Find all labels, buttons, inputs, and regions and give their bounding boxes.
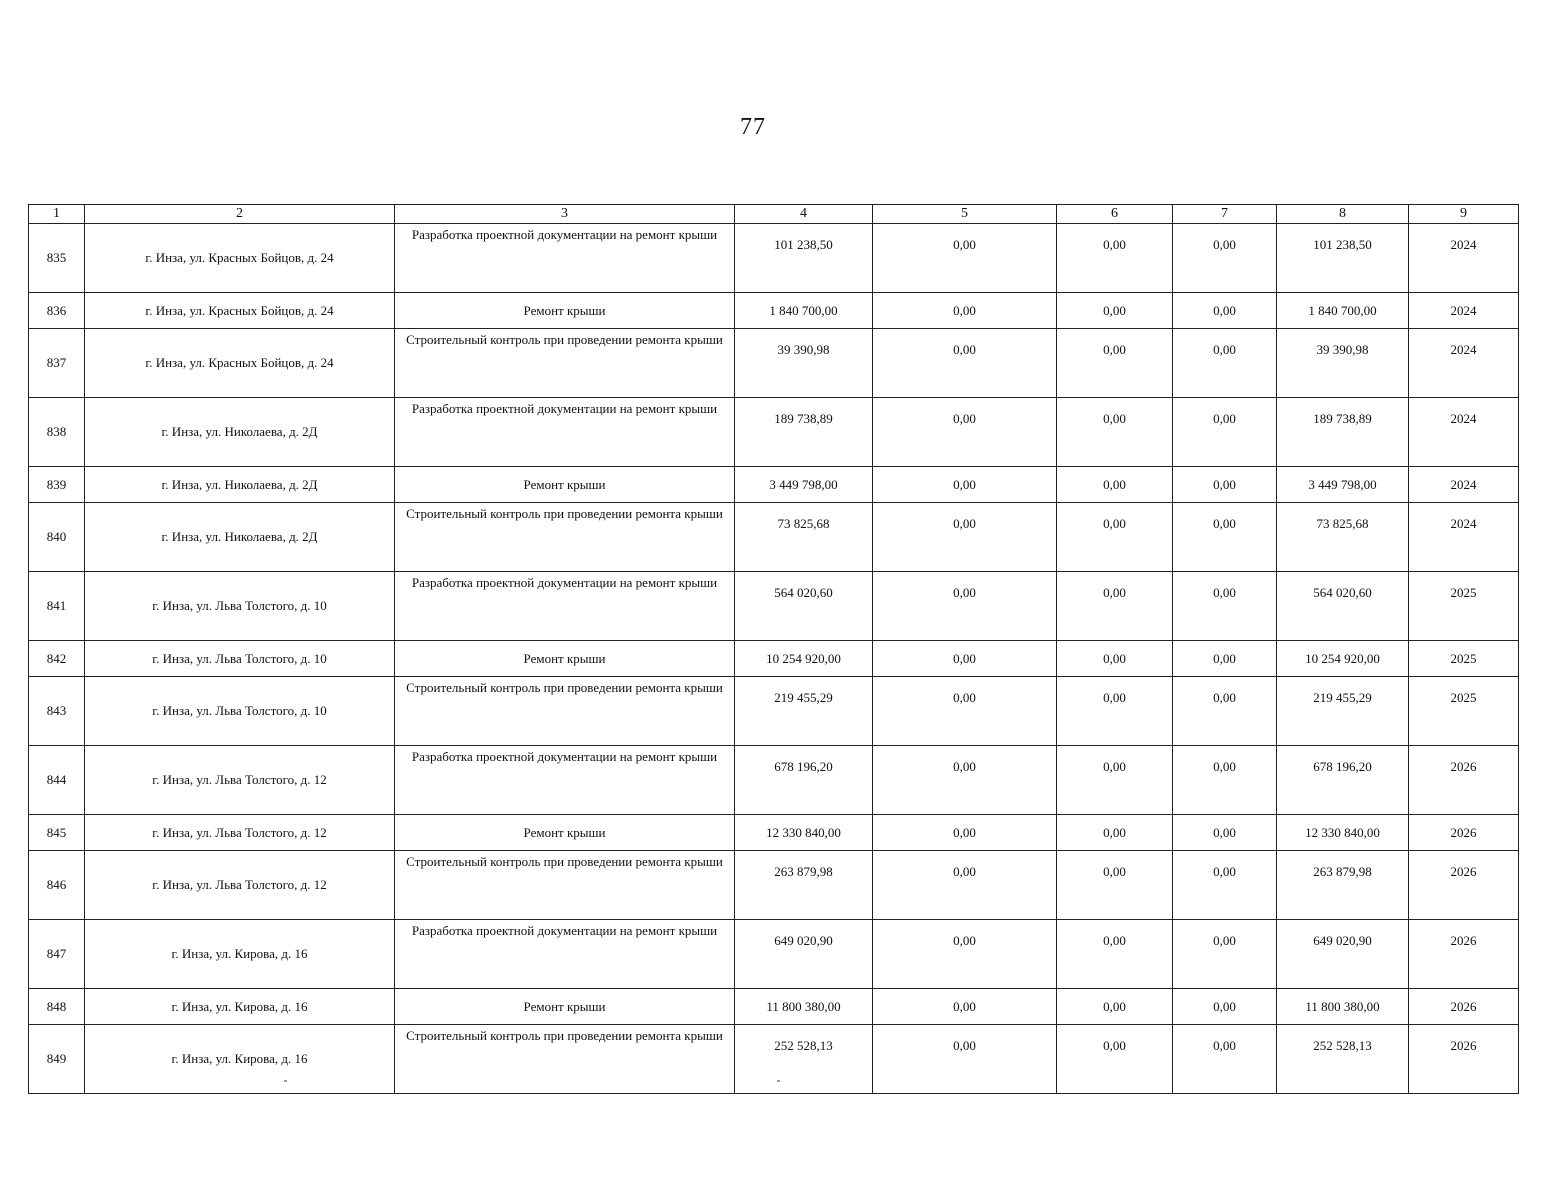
table-row xyxy=(29,329,1519,398)
row-address: г. Инза, ул. Красных Бойцов, д. 24 xyxy=(85,293,395,329)
row-work-type: Строительный контроль при проведении ремонта крыши xyxy=(395,1025,735,1094)
row-col-4: 12 330 840,00 xyxy=(735,815,873,851)
row-col-7: 0,00 xyxy=(1173,572,1277,641)
table-row xyxy=(29,815,1519,851)
repair-register-table xyxy=(28,204,1519,1094)
row-number: 848 xyxy=(29,989,85,1025)
row-work-type: Строительный контроль при проведении ремонта крыши xyxy=(395,677,735,746)
row-col-6: 0,00 xyxy=(1057,815,1173,851)
row-work-type: Разработка проектной документации на ремонт крыши xyxy=(395,572,735,641)
row-col-5: 0,00 xyxy=(873,467,1057,503)
row-col-8: 10 254 920,00 xyxy=(1277,641,1409,677)
row-address: г. Инза, ул. Льва Толстого, д. 12 xyxy=(85,851,395,920)
row-address: г. Инза, ул. Кирова, д. 16 xyxy=(85,920,395,989)
row-col-5: 0,00 xyxy=(873,1025,1057,1094)
row-col-4: 564 020,60 xyxy=(735,572,873,641)
row-col-4: 189 738,89 xyxy=(735,398,873,467)
row-year: 2026 xyxy=(1409,989,1519,1025)
row-col-7: 0,00 xyxy=(1173,293,1277,329)
row-address: г. Инза, ул. Красных Бойцов, д. 24 xyxy=(85,224,395,293)
row-col-6: 0,00 xyxy=(1057,503,1173,572)
row-year: 2024 xyxy=(1409,293,1519,329)
row-work-type: Разработка проектной документации на ремонт крыши xyxy=(395,746,735,815)
row-number: 841 xyxy=(29,572,85,641)
row-col-8: 73 825,68 xyxy=(1277,503,1409,572)
row-work-type: Ремонт крыши xyxy=(395,989,735,1025)
row-number: 844 xyxy=(29,746,85,815)
row-year: 2026 xyxy=(1409,746,1519,815)
row-address: г. Инза, ул. Красных Бойцов, д. 24 xyxy=(85,329,395,398)
row-col-8: 3 449 798,00 xyxy=(1277,467,1409,503)
row-col-4: 678 196,20 xyxy=(735,746,873,815)
row-number: 837 xyxy=(29,329,85,398)
row-col-4: 11 800 380,00 xyxy=(735,989,873,1025)
table-row xyxy=(29,641,1519,677)
row-col-4: 1 840 700,00 xyxy=(735,293,873,329)
row-year: 2026 xyxy=(1409,815,1519,851)
row-work-type: Разработка проектной документации на ремонт крыши xyxy=(395,398,735,467)
row-col-8: 219 455,29 xyxy=(1277,677,1409,746)
header-col-5: 5 xyxy=(873,205,1057,224)
row-number: 846 xyxy=(29,851,85,920)
row-col-6: 0,00 xyxy=(1057,467,1173,503)
row-work-type: Разработка проектной документации на ремонт крыши xyxy=(395,920,735,989)
row-col-7: 0,00 xyxy=(1173,641,1277,677)
row-number: 836 xyxy=(29,293,85,329)
row-col-5: 0,00 xyxy=(873,677,1057,746)
row-col-6: 0,00 xyxy=(1057,989,1173,1025)
table-header xyxy=(29,205,1519,224)
row-number: 849 xyxy=(29,1025,85,1094)
row-col-7: 0,00 xyxy=(1173,1025,1277,1094)
row-col-5: 0,00 xyxy=(873,329,1057,398)
table-row xyxy=(29,851,1519,920)
row-col-7: 0,00 xyxy=(1173,851,1277,920)
row-year: 2026 xyxy=(1409,920,1519,989)
row-col-6: 0,00 xyxy=(1057,398,1173,467)
row-address: г. Инза, ул. Льва Толстого, д. 10 xyxy=(85,641,395,677)
table-row xyxy=(29,293,1519,329)
row-address: г. Инза, ул. Льва Толстого, д. 10 xyxy=(85,677,395,746)
row-work-type: Ремонт крыши xyxy=(395,815,735,851)
scan-speck xyxy=(284,1080,287,1082)
row-number: 842 xyxy=(29,641,85,677)
row-col-4: 649 020,90 xyxy=(735,920,873,989)
row-col-7: 0,00 xyxy=(1173,224,1277,293)
header-col-7: 7 xyxy=(1173,205,1277,224)
row-address: г. Инза, ул. Николаева, д. 2Д xyxy=(85,398,395,467)
row-col-6: 0,00 xyxy=(1057,920,1173,989)
row-col-6: 0,00 xyxy=(1057,293,1173,329)
header-col-8: 8 xyxy=(1277,205,1409,224)
table-row xyxy=(29,1025,1519,1094)
header-row xyxy=(29,205,1519,224)
row-col-8: 101 238,50 xyxy=(1277,224,1409,293)
row-col-5: 0,00 xyxy=(873,989,1057,1025)
row-col-5: 0,00 xyxy=(873,815,1057,851)
row-number: 847 xyxy=(29,920,85,989)
row-col-8: 678 196,20 xyxy=(1277,746,1409,815)
row-number: 838 xyxy=(29,398,85,467)
row-address: г. Инза, ул. Николаева, д. 2Д xyxy=(85,467,395,503)
row-col-7: 0,00 xyxy=(1173,467,1277,503)
row-col-4: 252 528,13 xyxy=(735,1025,873,1094)
row-number: 843 xyxy=(29,677,85,746)
row-col-8: 11 800 380,00 xyxy=(1277,989,1409,1025)
scan-speck xyxy=(777,1080,780,1082)
row-col-5: 0,00 xyxy=(873,920,1057,989)
table-row xyxy=(29,920,1519,989)
header-col-1: 1 xyxy=(29,205,85,224)
row-col-6: 0,00 xyxy=(1057,641,1173,677)
row-address: г. Инза, ул. Льва Толстого, д. 12 xyxy=(85,746,395,815)
row-work-type: Строительный контроль при проведении ремонта крыши xyxy=(395,503,735,572)
header-col-3: 3 xyxy=(395,205,735,224)
row-year: 2024 xyxy=(1409,503,1519,572)
table-row xyxy=(29,467,1519,503)
header-col-9: 9 xyxy=(1409,205,1519,224)
row-work-type: Ремонт крыши xyxy=(395,293,735,329)
row-year: 2024 xyxy=(1409,398,1519,467)
row-work-type: Строительный контроль при проведении ремонта крыши xyxy=(395,851,735,920)
row-work-type: Ремонт крыши xyxy=(395,467,735,503)
row-col-7: 0,00 xyxy=(1173,746,1277,815)
row-col-5: 0,00 xyxy=(873,224,1057,293)
row-col-4: 101 238,50 xyxy=(735,224,873,293)
row-col-5: 0,00 xyxy=(873,398,1057,467)
row-col-4: 3 449 798,00 xyxy=(735,467,873,503)
page-number: 77 xyxy=(740,114,766,140)
row-col-6: 0,00 xyxy=(1057,224,1173,293)
row-col-7: 0,00 xyxy=(1173,329,1277,398)
table-body xyxy=(29,224,1519,1094)
row-col-6: 0,00 xyxy=(1057,572,1173,641)
row-work-type: Разработка проектной документации на ремонт крыши xyxy=(395,224,735,293)
row-col-8: 252 528,13 xyxy=(1277,1025,1409,1094)
header-col-2: 2 xyxy=(85,205,395,224)
row-number: 835 xyxy=(29,224,85,293)
row-col-8: 39 390,98 xyxy=(1277,329,1409,398)
row-address: г. Инза, ул. Льва Толстого, д. 12 xyxy=(85,815,395,851)
row-col-8: 1 840 700,00 xyxy=(1277,293,1409,329)
row-col-5: 0,00 xyxy=(873,641,1057,677)
header-col-4: 4 xyxy=(735,205,873,224)
row-col-7: 0,00 xyxy=(1173,677,1277,746)
row-col-7: 0,00 xyxy=(1173,920,1277,989)
row-col-5: 0,00 xyxy=(873,851,1057,920)
row-number: 839 xyxy=(29,467,85,503)
row-year: 2025 xyxy=(1409,677,1519,746)
row-number: 845 xyxy=(29,815,85,851)
row-col-7: 0,00 xyxy=(1173,989,1277,1025)
row-col-7: 0,00 xyxy=(1173,398,1277,467)
row-col-8: 263 879,98 xyxy=(1277,851,1409,920)
table-row xyxy=(29,572,1519,641)
row-col-4: 73 825,68 xyxy=(735,503,873,572)
row-col-5: 0,00 xyxy=(873,746,1057,815)
row-year: 2024 xyxy=(1409,467,1519,503)
row-col-6: 0,00 xyxy=(1057,746,1173,815)
row-col-4: 263 879,98 xyxy=(735,851,873,920)
row-year: 2025 xyxy=(1409,572,1519,641)
row-col-4: 219 455,29 xyxy=(735,677,873,746)
row-col-5: 0,00 xyxy=(873,503,1057,572)
row-col-8: 649 020,90 xyxy=(1277,920,1409,989)
row-year: 2025 xyxy=(1409,641,1519,677)
row-year: 2026 xyxy=(1409,1025,1519,1094)
row-year: 2026 xyxy=(1409,851,1519,920)
row-col-6: 0,00 xyxy=(1057,677,1173,746)
row-col-8: 12 330 840,00 xyxy=(1277,815,1409,851)
row-col-6: 0,00 xyxy=(1057,329,1173,398)
table-row xyxy=(29,677,1519,746)
row-work-type: Ремонт крыши xyxy=(395,641,735,677)
row-col-4: 10 254 920,00 xyxy=(735,641,873,677)
row-col-5: 0,00 xyxy=(873,572,1057,641)
row-col-7: 0,00 xyxy=(1173,503,1277,572)
row-col-6: 0,00 xyxy=(1057,1025,1173,1094)
table-row xyxy=(29,398,1519,467)
row-number: 840 xyxy=(29,503,85,572)
row-col-8: 189 738,89 xyxy=(1277,398,1409,467)
row-col-4: 39 390,98 xyxy=(735,329,873,398)
row-address: г. Инза, ул. Льва Толстого, д. 10 xyxy=(85,572,395,641)
row-year: 2024 xyxy=(1409,329,1519,398)
table-row xyxy=(29,746,1519,815)
table-row xyxy=(29,989,1519,1025)
row-address: г. Инза, ул. Кирова, д. 16 xyxy=(85,1025,395,1094)
row-col-7: 0,00 xyxy=(1173,815,1277,851)
row-work-type: Строительный контроль при проведении ремонта крыши xyxy=(395,329,735,398)
table-row xyxy=(29,224,1519,293)
header-col-6: 6 xyxy=(1057,205,1173,224)
table-row xyxy=(29,503,1519,572)
row-year: 2024 xyxy=(1409,224,1519,293)
row-col-5: 0,00 xyxy=(873,293,1057,329)
row-address: г. Инза, ул. Николаева, д. 2Д xyxy=(85,503,395,572)
row-col-8: 564 020,60 xyxy=(1277,572,1409,641)
row-address: г. Инза, ул. Кирова, д. 16 xyxy=(85,989,395,1025)
row-col-6: 0,00 xyxy=(1057,851,1173,920)
